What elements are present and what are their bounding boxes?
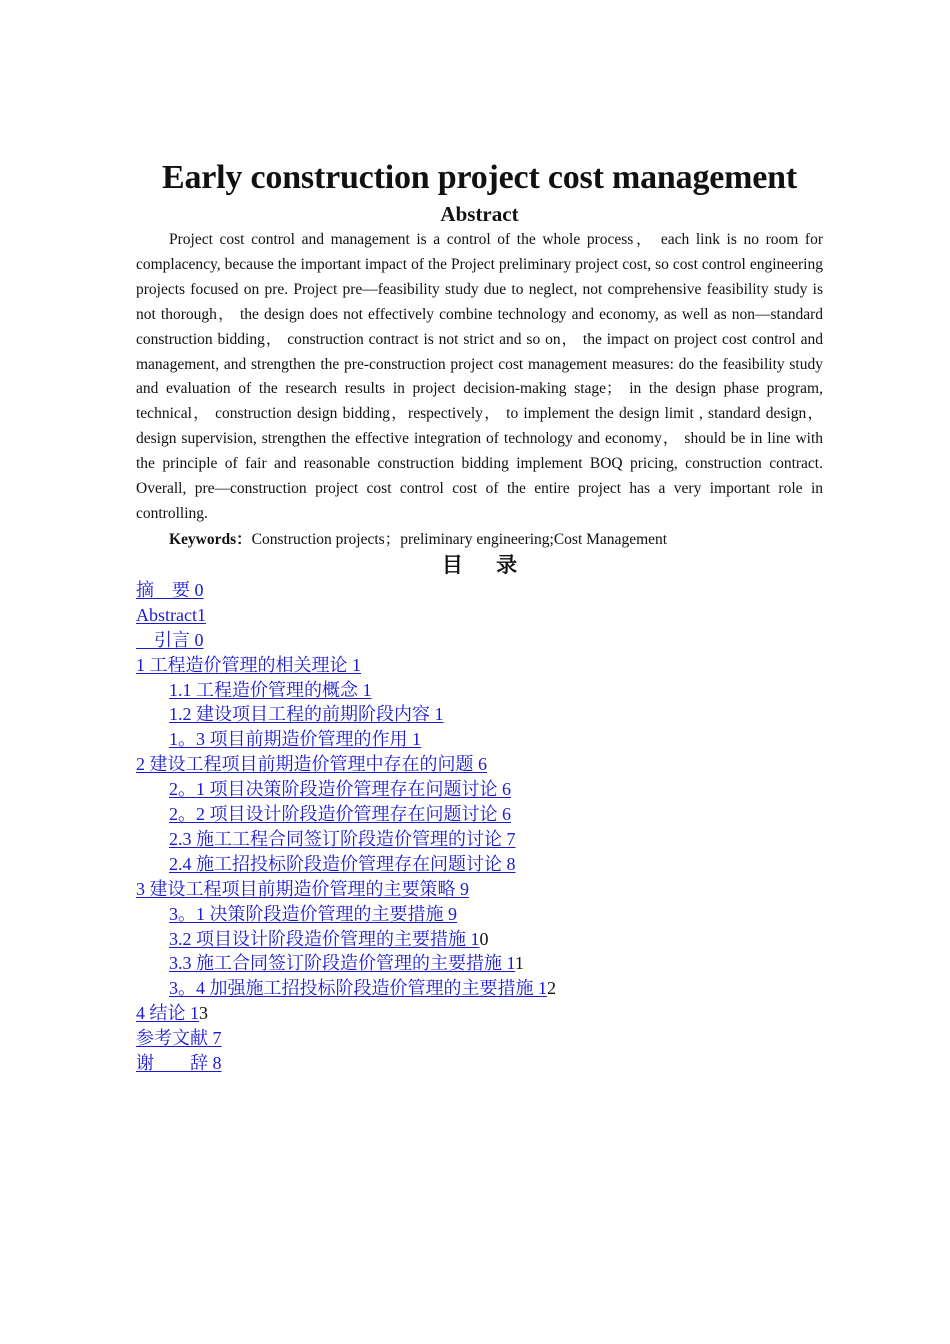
toc-item-introduction [136,628,823,653]
keywords-line [136,527,823,552]
toc-link[interactable]: 1.1 工程造价管理的概念 1 [169,679,372,700]
toc-heading: 目 录 [441,552,532,577]
toc-link[interactable]: 2 建设工程项目前期造价管理中存在的问题 6 [136,754,487,775]
toc-item-abstract-cn [136,578,823,603]
toc-item-chapter-2 [136,752,823,777]
toc-item-1-3 [136,727,823,752]
toc-item-2-3 [136,827,823,852]
table-of-contents [136,578,823,1076]
toc-item-1-1 [136,678,823,703]
toc-item-chapter-4 [136,1001,823,1026]
toc-link[interactable]: Abstract1 [136,604,206,625]
toc-link[interactable]: 2。1 项目决策阶段造价管理存在问题讨论 6 [169,779,511,800]
toc-page-tail: 1 [515,953,524,974]
toc-link[interactable]: 谢 辞 8 [136,1053,222,1074]
toc-item-2-1 [136,777,823,802]
toc-item-acknowledgements [136,1051,823,1076]
keywords-value: Construction projects；preliminary engineering;Cost Management [251,530,668,548]
toc-item-chapter-3 [136,877,823,902]
toc-item-chapter-1 [136,653,823,678]
abstract-body: Project cost control and management is a control of the whole process， each link is no room for complacency, because the important impact of the Project preliminary project cost, so cost control engineering projects focused on pre. Project pre—feasibility study due to neglect, not comprehensive feasibility study is not thorough， the design does not effectively combine technology and economy, as well as non—standard construction bidding， construction contract is not strict and so on， the impact on project cost control and management, and strengthen the pre-construction project cost management measures: do the feasibility study and evaluation of the research results in project decision-making stage； in the design phase program, technical， construction design bidding，respectively， to implement the design limit , standard design， design supervision, strengthen the effective integration of technology and economy， should be in line with the principle of fair and reasonable construction bidding implement BOQ pricing, construction contract. Overall, pre—construction project cost control cost of the entire project has a very important role in controlling. [136,231,823,522]
toc-item-2-4 [136,852,823,877]
toc-item-abstract-en [136,603,823,628]
toc-link[interactable]: 参考文献 7 [136,1028,222,1049]
toc-link[interactable]: 3。4 加强施工招投标阶段造价管理的主要措施 1 [169,978,547,999]
toc-link[interactable]: 3.2 项目设计阶段造价管理的主要措施 1 [169,928,480,949]
toc-link[interactable]: 2.4 施工招投标阶段造价管理存在问题讨论 8 [169,853,516,874]
toc-page-tail: 0 [479,928,489,949]
toc-link[interactable]: 摘 要 0 [136,579,204,600]
toc-link[interactable]: 3 建设工程项目前期造价管理的主要策略 9 [136,878,469,899]
toc-item-3-2 [136,927,823,952]
document-page [136,156,823,1076]
toc-link[interactable]: 1 工程造价管理的相关理论 1 [136,654,361,675]
toc-item-2-2 [136,802,823,827]
toc-page-tail: 3 [199,1003,208,1024]
toc-item-3-3 [136,951,823,976]
toc-item-1-2 [136,702,823,727]
toc-link[interactable]: 2。2 项目设计阶段造价管理存在问题讨论 6 [169,804,511,825]
toc-link[interactable]: 2.3 施工工程合同签订阶段造价管理的讨论 7 [169,828,516,849]
abstract-heading: Abstract [440,202,519,226]
toc-page-tail: 2 [547,978,556,999]
toc-link[interactable]: 1.2 建设项目工程的前期阶段内容 1 [169,704,444,725]
toc-item-3-4 [136,976,823,1001]
document-title: Early construction project cost management [162,159,797,196]
keywords-label: Keywords： [169,530,252,548]
toc-link[interactable]: 1。3 项目前期造价管理的作用 1 [169,729,421,750]
toc-link[interactable]: 3。1 决策阶段造价管理的主要措施 9 [169,903,457,924]
toc-item-references [136,1026,823,1051]
toc-link[interactable]: 引言 0 [136,629,204,650]
toc-link[interactable]: 3.3 施工合同签订阶段造价管理的主要措施 1 [169,953,516,974]
toc-item-3-1 [136,902,823,927]
toc-link[interactable]: 4 结论 1 [136,1003,199,1024]
